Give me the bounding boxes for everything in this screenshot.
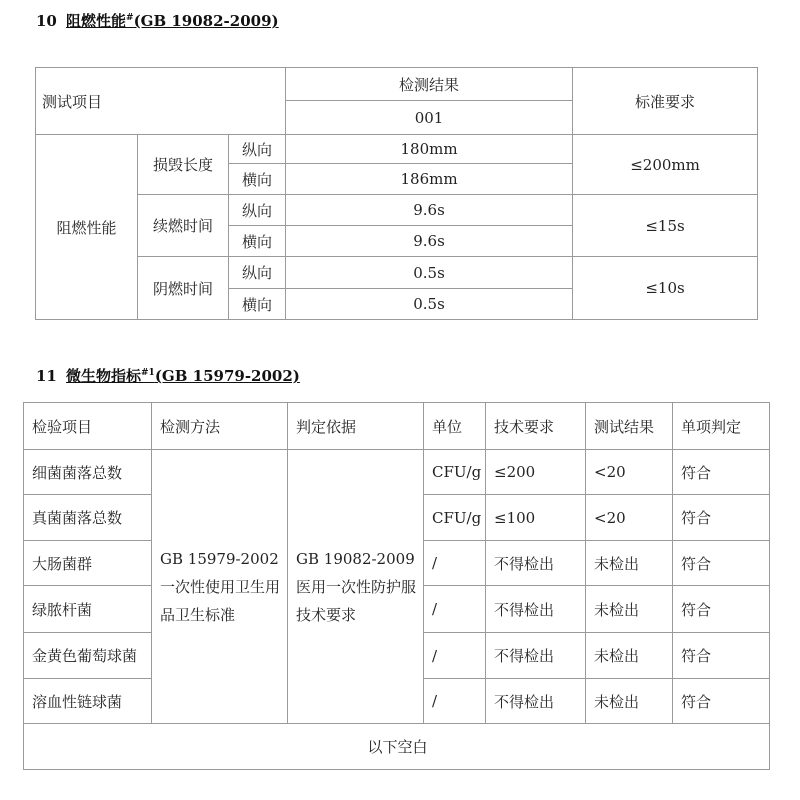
section-11-title bbox=[66, 367, 300, 385]
judgment-cell: 符合 bbox=[673, 679, 770, 724]
section-10-sup: # bbox=[126, 13, 134, 23]
header-test-item: 测试项目 bbox=[36, 68, 286, 135]
judgment-cell: 符合 bbox=[673, 633, 770, 679]
section-11-heading bbox=[36, 365, 300, 386]
table-row bbox=[36, 135, 758, 164]
table-row bbox=[36, 257, 758, 289]
sub-item-label: 阴燃时间 bbox=[138, 257, 229, 320]
tech-req-cell: ≤100 bbox=[486, 495, 586, 541]
result-value: 0.5s bbox=[286, 257, 573, 289]
test-method-cell: GB 15979-2002 一次性使用卫生用品卫生标准 bbox=[152, 450, 288, 724]
sub-item-label: 续燃时间 bbox=[138, 195, 229, 257]
unit-cell: / bbox=[424, 633, 486, 679]
flame-retardancy-table bbox=[35, 67, 758, 320]
result-value: 9.6s bbox=[286, 226, 573, 257]
test-result-cell: <20 bbox=[586, 450, 673, 495]
header-test-result: 测试结果 bbox=[586, 403, 673, 450]
tech-req-cell: 不得检出 bbox=[486, 541, 586, 586]
unit-cell: / bbox=[424, 541, 486, 586]
inspection-item: 细菌菌落总数 bbox=[24, 450, 152, 495]
judgment-basis-cell: GB 19082-2009 医用一次性防护服技术要求 bbox=[288, 450, 424, 724]
header-judgment-basis: 判定依据 bbox=[288, 403, 424, 450]
header-standard-req: 标准要求 bbox=[573, 68, 758, 135]
header-test-result: 检测结果 bbox=[286, 68, 573, 101]
header-test-method: 检测方法 bbox=[152, 403, 288, 450]
direction-label: 横向 bbox=[229, 164, 286, 195]
section-11-std: (GB 15979-2002) bbox=[154, 367, 300, 385]
result-value: 9.6s bbox=[286, 195, 573, 226]
unit-cell: CFU/g bbox=[424, 450, 486, 495]
table-row bbox=[36, 68, 758, 101]
test-result-cell: 未检出 bbox=[586, 633, 673, 679]
requirement-value: ≤200mm bbox=[573, 135, 758, 195]
table-row bbox=[36, 195, 758, 226]
inspection-item: 金黄色葡萄球菌 bbox=[24, 633, 152, 679]
unit-cell: CFU/g bbox=[424, 495, 486, 541]
test-result-cell: 未检出 bbox=[586, 586, 673, 633]
section-10-title-text: 阻燃性能 bbox=[66, 12, 127, 30]
section-11-number: 11 bbox=[36, 367, 57, 385]
header-tech-req: 技术要求 bbox=[486, 403, 586, 450]
unit-cell: / bbox=[424, 586, 486, 633]
judgment-cell: 符合 bbox=[673, 586, 770, 633]
section-10-heading bbox=[36, 10, 279, 31]
section-10-std: (GB 19082-2009) bbox=[133, 12, 279, 30]
table-header-row bbox=[24, 403, 770, 450]
inspection-item: 溶血性链球菌 bbox=[24, 679, 152, 724]
header-unit: 单位 bbox=[424, 403, 486, 450]
section-10-title bbox=[66, 12, 279, 30]
requirement-value: ≤10s bbox=[573, 257, 758, 320]
test-result-cell: 未检出 bbox=[586, 679, 673, 724]
tech-req-cell: ≤200 bbox=[486, 450, 586, 495]
header-inspection-item: 检验项目 bbox=[24, 403, 152, 450]
sub-item-label: 损毁长度 bbox=[138, 135, 229, 195]
judgment-cell: 符合 bbox=[673, 541, 770, 586]
section-11-sup: #1 bbox=[141, 368, 155, 378]
direction-label: 纵向 bbox=[229, 195, 286, 226]
test-result-cell: <20 bbox=[586, 495, 673, 541]
judgment-cell: 符合 bbox=[673, 450, 770, 495]
direction-label: 横向 bbox=[229, 226, 286, 257]
section-10-number: 10 bbox=[36, 12, 57, 30]
unit-cell: / bbox=[424, 679, 486, 724]
table-footer-row bbox=[24, 724, 770, 770]
result-value: 186mm bbox=[286, 164, 573, 195]
group-label: 阻燃性能 bbox=[36, 135, 138, 320]
direction-label: 纵向 bbox=[229, 257, 286, 289]
inspection-item: 大肠菌群 bbox=[24, 541, 152, 586]
header-single-judgment: 单项判定 bbox=[673, 403, 770, 450]
section-11-title-text: 微生物指标 bbox=[66, 367, 142, 385]
direction-label: 横向 bbox=[229, 289, 286, 320]
test-result-cell: 未检出 bbox=[586, 541, 673, 586]
direction-label: 纵向 bbox=[229, 135, 286, 164]
requirement-value: ≤15s bbox=[573, 195, 758, 257]
tech-req-cell: 不得检出 bbox=[486, 586, 586, 633]
tech-req-cell: 不得检出 bbox=[486, 633, 586, 679]
blank-below-note: 以下空白 bbox=[24, 724, 770, 770]
judgment-cell: 符合 bbox=[673, 495, 770, 541]
inspection-item: 真菌菌落总数 bbox=[24, 495, 152, 541]
tech-req-cell: 不得检出 bbox=[486, 679, 586, 724]
microbial-index-table bbox=[23, 402, 770, 770]
inspection-item: 绿脓杆菌 bbox=[24, 586, 152, 633]
table-row bbox=[24, 450, 770, 495]
result-value: 0.5s bbox=[286, 289, 573, 320]
header-sample-id: 001 bbox=[286, 101, 573, 135]
result-value: 180mm bbox=[286, 135, 573, 164]
